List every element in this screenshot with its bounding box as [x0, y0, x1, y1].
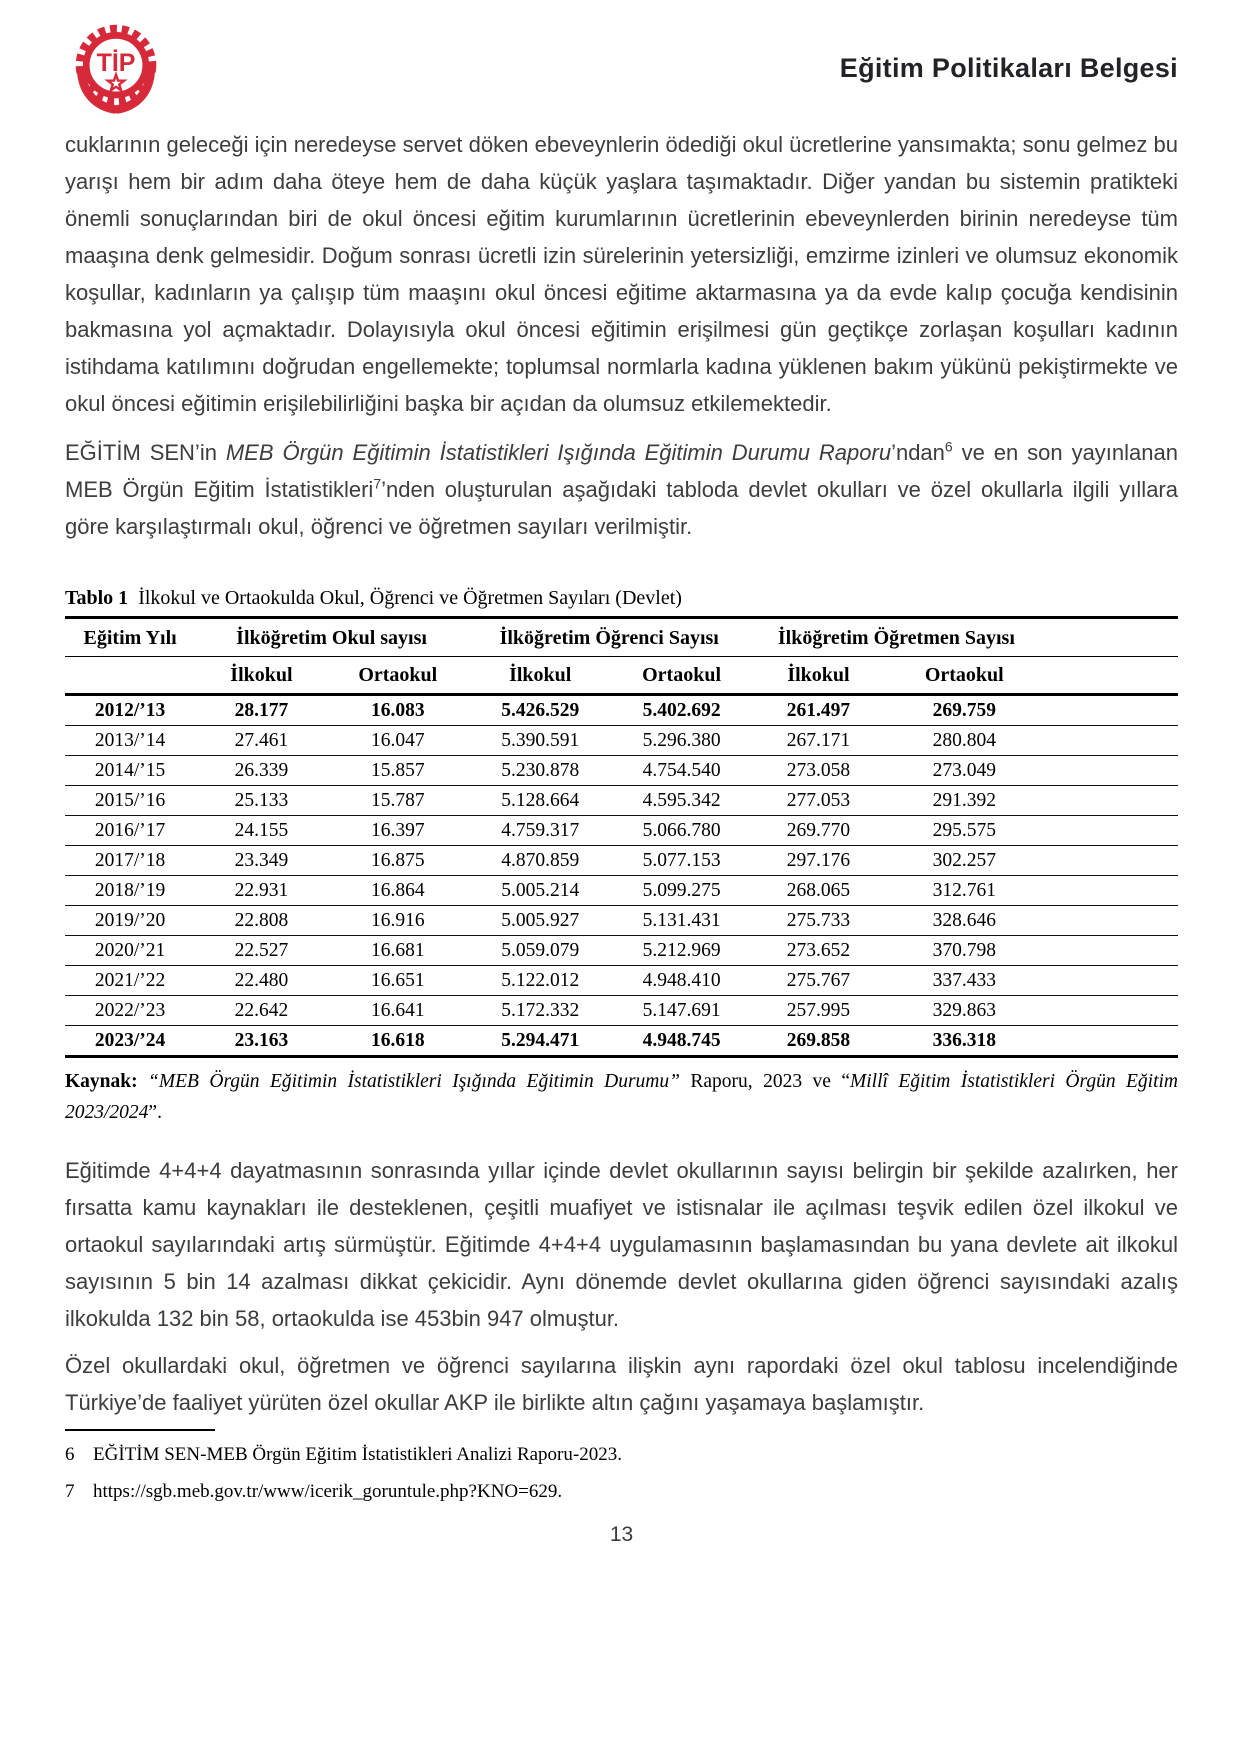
value-cell: 5.122.012 [468, 966, 613, 996]
spacer-header [1042, 618, 1178, 657]
value-cell: 4.948.745 [642, 1030, 721, 1051]
value-cell: 16.641 [328, 996, 468, 1026]
value-cell: 16.875 [328, 846, 468, 876]
value-cell: 257.995 [751, 996, 887, 1026]
page-number: 13 [609, 1523, 634, 1546]
table-caption-label: Tablo 1 [65, 587, 129, 609]
value-cell: 16.397 [328, 816, 468, 846]
spacer-header [65, 657, 195, 695]
value-cell: 5.099.275 [613, 876, 751, 906]
table-row [65, 756, 1178, 786]
value-cell: 297.176 [751, 846, 887, 876]
value-cell: 280.804 [886, 726, 1042, 756]
value-cell: 277.053 [751, 786, 887, 816]
table-row [65, 816, 1178, 846]
table-row [65, 966, 1178, 996]
spacer-cell [1042, 876, 1178, 906]
spacer-cell [1042, 695, 1178, 726]
table-row [65, 936, 1178, 966]
sub-header-ortaokul: Ortaokul [328, 657, 468, 695]
value-cell: 5.402.692 [613, 695, 751, 726]
footnote-text: EĞİTİM SEN-MEB Örgün Eğitim İstatistikleri Analizi Raporu-2023. [93, 1444, 622, 1465]
source-title-italic: “MEB Örgün Eğitimin İstatistikleri Işığında Eğitimin Durumu” [148, 1071, 680, 1092]
value-cell: 25.133 [195, 786, 327, 816]
value-cell: 5.230.878 [468, 756, 613, 786]
value-cell: 291.392 [886, 786, 1042, 816]
tip-emblem-icon [65, 20, 167, 116]
value-cell: 269.858 [786, 1030, 851, 1051]
table-sub-header-row [65, 657, 1178, 695]
year-cell: 2020/’21 [65, 936, 195, 966]
source-text: ”. [148, 1102, 162, 1123]
value-cell: 370.798 [886, 936, 1042, 966]
spacer-cell [1042, 726, 1178, 756]
value-cell: 16.916 [328, 906, 468, 936]
paragraph-2 [65, 434, 1178, 545]
page-body [65, 126, 1178, 1421]
sub-header-ortaokul: Ortaokul [613, 657, 751, 695]
value-cell: 15.787 [328, 786, 468, 816]
value-cell: 329.863 [886, 996, 1042, 1026]
value-cell: 22.808 [195, 906, 327, 936]
value-cell: 24.155 [195, 816, 327, 846]
value-cell: 4.759.317 [468, 816, 613, 846]
value-cell: 295.575 [886, 816, 1042, 846]
year-cell: 2021/’22 [65, 966, 195, 996]
footnote-number: 7 [65, 1481, 75, 1502]
table-row [65, 876, 1178, 906]
year-cell: 2019/’20 [65, 906, 195, 936]
year-cell: 2014/’15 [65, 756, 195, 786]
value-cell: 22.931 [195, 876, 327, 906]
spacer-header [1042, 657, 1178, 695]
table-caption-text: İlkokul ve Ortaokulda Okul, Öğrenci ve Öğretmen Sayıları (Devlet) [138, 587, 682, 609]
statistics-table [65, 616, 1178, 1058]
value-cell: 5.212.969 [613, 936, 751, 966]
value-cell: 5.066.780 [613, 816, 751, 846]
value-cell: 4.754.540 [613, 756, 751, 786]
table-row [65, 996, 1178, 1026]
spacer-cell [1042, 996, 1178, 1026]
col-header-egitim-yili: Eğitim Yılı [65, 618, 195, 657]
value-cell: 5.059.079 [468, 936, 613, 966]
p2-text: ’nden oluşturulan aşağıdaki tabloda devlet okulları ve özel okullarla ilgili yıllara göre karşılaştırmalı okul, öğrenci ve öğretmen sayıları verilmiştir. [65, 477, 1178, 539]
table-row [65, 906, 1178, 936]
value-cell: 273.049 [886, 756, 1042, 786]
table-row [65, 695, 1178, 726]
page-footer [65, 1429, 1178, 1547]
value-cell: 16.083 [328, 695, 468, 726]
value-cell: 336.318 [932, 1030, 996, 1051]
footnote-ref-6: 6 [944, 438, 953, 455]
value-cell: 22.527 [195, 936, 327, 966]
value-cell: 4.948.410 [613, 966, 751, 996]
value-cell: 5.128.664 [468, 786, 613, 816]
value-cell: 275.733 [751, 906, 887, 936]
value-cell: 22.642 [195, 996, 327, 1026]
value-cell: 5.131.431 [613, 906, 751, 936]
p2-text: ’ndan [891, 440, 945, 465]
source-title-italic: Millî Eğitim İstatistikleri Örgün Eğitim 2023/2024 [65, 1071, 1179, 1123]
value-cell: 267.171 [751, 726, 887, 756]
spacer-cell [1042, 936, 1178, 966]
footnote-url: https://sgb.meb.gov.tr/www/icerik_goruntule.php?KNO=629. [93, 1481, 563, 1502]
value-cell: 16.681 [328, 936, 468, 966]
value-cell: 275.767 [751, 966, 887, 996]
year-cell: 2017/’18 [65, 846, 195, 876]
value-cell: 269.770 [751, 816, 887, 846]
value-cell: 5.172.332 [468, 996, 613, 1026]
value-cell: 312.761 [886, 876, 1042, 906]
spacer-cell [1042, 756, 1178, 786]
value-cell: 16.047 [328, 726, 468, 756]
document-title: Eğitim Politikaları Belgesi [839, 52, 1178, 83]
paragraph-1: cuklarının geleceği için neredeyse servet döken ebeveynlerin ödediği okul ücretlerine yansımakta; sonu gelmez bu yarışı hem bir adım daha öteye hem de daha küçük yaşlara taşımaktadır. Diğer yandan bu sistemin pratikteki önemli sonuçlarından biri de okul öncesi eğitim kurumlarının ücretlerinin ebeveynlerden birinin neredeyse tüm maaşına denk gelmesidir. Doğum sonrası ücretli izin sürelerinin yetersizliği, emzirme izinleri ve olumsuz ekonomik koşullar, kadınların ya çalışıp tüm maaşını okul öncesi eğitime aktarmasına ya da evde kalıp çocuğa kendisinin bakmasına yol açmaktadır. Dolayısıyla okul öncesi eğitimin erişilmesi gün geçtikçe zorlaşan koşulları kadının istihdama katılımını doğrudan engellemekte; toplumsal normlarla kadına yüklenen bakım yükünü pekiştirmekte ve okul öncesi eğitimin erişilebilirliğini başka bir açıdan da olumsuz etkilemektedir. [65, 132, 1178, 416]
table-1-block [65, 587, 1178, 1128]
year-cell: 2018/’19 [65, 876, 195, 906]
footnote-number: 6 [65, 1444, 75, 1465]
col-group-okul-sayisi: İlköğretim Okul sayısı [195, 618, 468, 657]
value-cell: 268.065 [751, 876, 887, 906]
value-cell: 261.497 [751, 695, 887, 726]
spacer-cell [1042, 846, 1178, 876]
sub-header-ilkokul: İlkokul [751, 657, 887, 695]
col-group-ogretmen-sayisi: İlköğretim Öğretmen Sayısı [751, 618, 1043, 657]
value-cell: 273.652 [751, 936, 887, 966]
value-cell: 16.864 [328, 876, 468, 906]
p2-text: EĞİTİM SEN’in [65, 440, 226, 465]
sub-header-ilkokul: İlkokul [195, 657, 327, 695]
year-cell: 2013/’14 [65, 726, 195, 756]
paragraph-3: Eğitimde 4+4+4 dayatmasının sonrasında yıllar içinde devlet okullarının sayısı belirgin bir şekilde azalırken, her fırsatta kamu kaynakları ile desteklenen, çeşitli muafiyet ve istisnalar ile açılması teşvik edilen özel ilkokul ve ortaokul sayılarındaki artış sürmüştür. Eğitimde 4+4+4 uygulamasının başlamasından bu yana devlete ait ilkokul sayısının 5 bin 14 azalması dikkat çekicidir. Aynı dönemde devlet okullarına giden öğrenci sayısındaki azalış ilkokulda 132 bin 58, ortaokulda ise 453bin 947 olmuştur. [65, 1158, 1178, 1331]
year-cell: 2015/’16 [65, 786, 195, 816]
table-caption [65, 587, 1178, 610]
table-row [65, 786, 1178, 816]
value-cell: 4.595.342 [613, 786, 751, 816]
value-cell: 23.163 [234, 1030, 289, 1051]
value-cell: 5.296.380 [613, 726, 751, 756]
year-cell: 2022/’23 [65, 996, 195, 1026]
report-title-italic: MEB Örgün Eğitimin İstatistikleri Işığında Eğitimin Durumu Raporu [225, 440, 892, 465]
source-label: Kaynak: [65, 1071, 138, 1092]
tip-logo [65, 20, 167, 116]
sub-header-ilkokul: İlkokul [468, 657, 613, 695]
footnote-7 [65, 1477, 1178, 1507]
value-cell: 16.618 [370, 1030, 425, 1051]
source-text: Raporu, 2023 ve “ [679, 1071, 850, 1092]
table-row [65, 1026, 1178, 1057]
footnote-6 [65, 1440, 1178, 1470]
table-row [65, 726, 1178, 756]
p2-text: ve en son yayınlanan MEB Örgün Eğitim İstatistikleri [65, 440, 1178, 502]
table-row [65, 846, 1178, 876]
value-cell: 5.147.691 [613, 996, 751, 1026]
sub-header-ortaokul: Ortaokul [886, 657, 1042, 695]
table-source [65, 1066, 1178, 1128]
value-cell: 16.651 [328, 966, 468, 996]
value-cell: 4.870.859 [468, 846, 613, 876]
value-cell: 28.177 [195, 695, 327, 726]
year-cell: 2023/’24 [94, 1030, 166, 1051]
year-cell: 2016/’17 [65, 816, 195, 846]
value-cell: 5.005.927 [468, 906, 613, 936]
value-cell: 269.759 [886, 695, 1042, 726]
year-cell: 2012/’13 [65, 695, 195, 726]
value-cell: 328.646 [886, 906, 1042, 936]
logo-text: TİP [96, 48, 136, 77]
value-cell: 5.426.529 [468, 695, 613, 726]
value-cell: 15.857 [328, 756, 468, 786]
table-group-header-row [65, 618, 1178, 657]
footnote-ref-7: 7 [373, 475, 382, 492]
col-group-ogrenci-sayisi: İlköğretim Öğrenci Sayısı [468, 618, 751, 657]
spacer-cell [1042, 966, 1178, 996]
value-cell: 23.349 [195, 846, 327, 876]
footnote-divider [65, 1429, 215, 1431]
page-header [65, 20, 1178, 116]
value-cell: 302.257 [886, 846, 1042, 876]
value-cell: 5.390.591 [468, 726, 613, 756]
spacer-cell [1042, 816, 1178, 846]
value-cell: 5.077.153 [613, 846, 751, 876]
value-cell: 5.294.471 [501, 1030, 580, 1051]
value-cell: 26.339 [195, 756, 327, 786]
value-cell: 337.433 [886, 966, 1042, 996]
paragraph-4: Özel okullardaki okul, öğretmen ve öğrenci sayılarına ilişkin aynı rapordaki özel okul tablosu incelendiğinde Türkiye’de faaliyet yürüten özel okullar AKP ile birlikte altın çağını yaşamaya başlamıştır. [65, 1353, 1178, 1415]
spacer-cell [1042, 1026, 1178, 1057]
spacer-cell [1042, 786, 1178, 816]
value-cell: 22.480 [195, 966, 327, 996]
value-cell: 273.058 [751, 756, 887, 786]
star-icon [108, 75, 124, 91]
value-cell: 5.005.214 [468, 876, 613, 906]
spacer-cell [1042, 906, 1178, 936]
value-cell: 27.461 [195, 726, 327, 756]
